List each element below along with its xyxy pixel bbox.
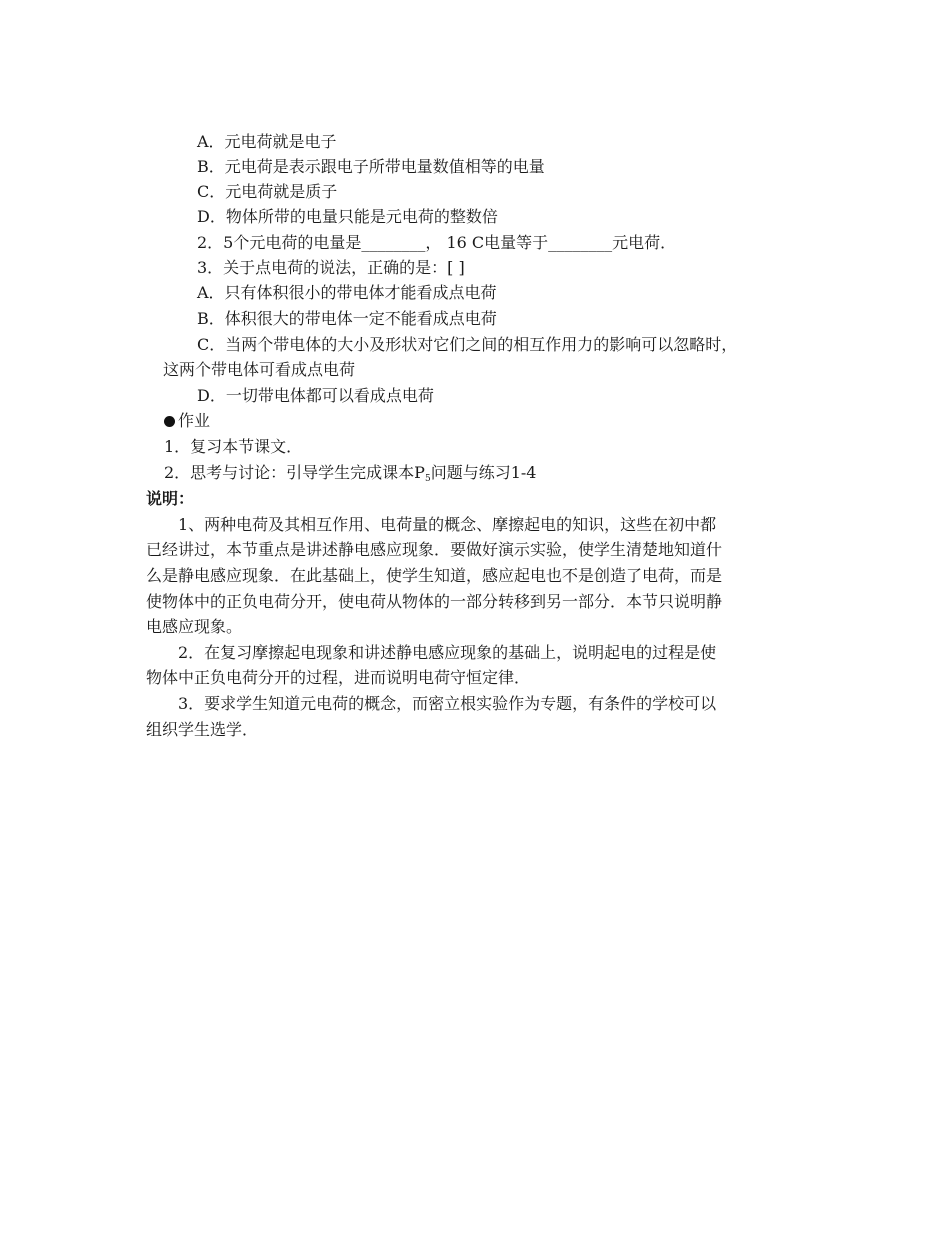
- note-line: 1、两种电荷及其相互作用、电荷量的概念、摩擦起电的知识，这些在初中都: [178, 515, 717, 534]
- q3-option-a-line: A．只有体积很小的带电体才能看成点电荷: [197, 283, 497, 302]
- note-line: 2．在复习摩擦起电现象和讲述静电感应现象的基础上，说明起电的过程是使: [178, 643, 717, 662]
- question-2-line: 2．5个元电荷的电量是________， 16 C电量等于________元电荷．: [197, 233, 677, 252]
- option-c-line: C．元电荷就是质子: [197, 182, 338, 201]
- homework-item-2: [164, 463, 536, 483]
- q3-option-c-line: C．当两个带电体的大小及形状对它们之间的相互作用力的影响可以忽略时，: [197, 335, 738, 354]
- option-b-line: B．元电荷是表示跟电子所带电量数值相等的电量: [197, 157, 545, 176]
- note-line: 么是静电感应现象．在此基础上，使学生知道，感应起电也不是创造了电荷，而是: [146, 566, 723, 585]
- note-line: 3．要求学生知道元电荷的概念，而密立根实验作为专题，有条件的学校可以: [178, 694, 717, 713]
- option-a-line: A．元电荷就是电子: [197, 132, 337, 151]
- homework-title: 作业: [178, 411, 211, 430]
- homework-heading: [164, 411, 210, 431]
- option-d-line: D．物体所带的电量只能是元电荷的整数倍: [197, 207, 498, 226]
- note-line: 物体中正负电荷分开的过程，进而说明电荷守恒定律．: [146, 668, 531, 687]
- question-3-line: 3．关于点电荷的说法，正确的是：[ ]: [197, 258, 465, 277]
- q3-option-c-continuation: 这两个带电体可看成点电荷: [163, 360, 356, 379]
- homework-item-1: 1．复习本节课文．: [164, 437, 303, 456]
- homework-item-2-tail: 问题与练习1-4: [430, 463, 537, 482]
- bullet-icon: [164, 416, 175, 427]
- note-line: 电感应现象。: [146, 617, 243, 636]
- q3-option-b-line: B．体积很大的带电体一定不能看成点电荷: [197, 309, 497, 328]
- q3-option-d-line: D．一切带电体都可以看成点电荷: [197, 386, 434, 405]
- note-line: 已经讲过，本节重点是讲述静电感应现象．要做好演示实验，使学生清楚地知道什: [146, 540, 723, 559]
- note-line: 组织学生选学．: [146, 720, 259, 739]
- note-line: 使物体中的正负电荷分开，使电荷从物体的一部分转移到另一部分．本节只说明静: [146, 592, 723, 611]
- notes-heading: 说明：: [146, 489, 195, 508]
- homework-item-2-text: 2．思考与讨论：引导学生完成课本P: [164, 463, 425, 482]
- page-subscript: 5: [424, 474, 431, 484]
